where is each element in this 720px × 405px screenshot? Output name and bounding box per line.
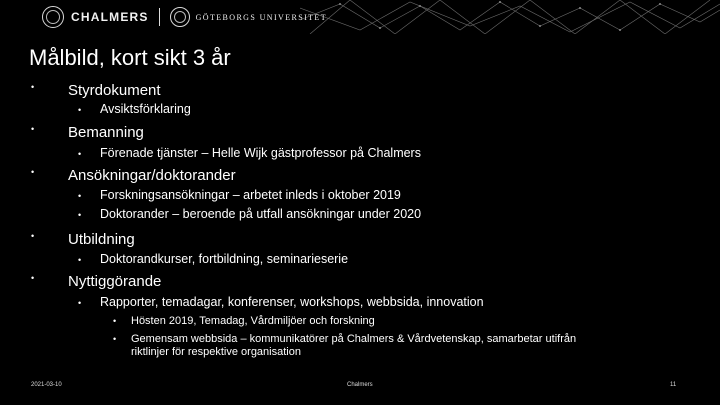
gu-logo: GÖTEBORGS UNIVERSITET [195, 12, 328, 22]
bullet-icon: • [31, 273, 35, 283]
header-pattern [300, 0, 720, 34]
bullet-icon: • [31, 82, 35, 92]
sub-sub-bullet [113, 333, 577, 345]
sub-item: Rapporter, temadagar, konferenser, workshops, webbsida, innovation [100, 295, 484, 309]
sub-item: Avsiktsförklaring [100, 102, 191, 116]
sub-item: Förenade tjänster – Helle Wijk gästprofessor på Chalmers [100, 146, 421, 160]
footer-date: 2021-03-10 [31, 382, 62, 388]
section-label: Utbildning [68, 231, 135, 248]
bullet-icon: • [78, 191, 82, 201]
sub-bullet [78, 252, 349, 266]
section-label: Bemanning [68, 124, 144, 141]
bullet-icon: • [31, 231, 35, 241]
sub-sub-item: Hösten 2019, Temadag, Vårdmiljöer och forskning [131, 315, 375, 327]
bullet-icon: • [78, 255, 82, 265]
bullet-icon: • [78, 149, 82, 159]
header-bar [0, 0, 720, 34]
sub-bullet [78, 102, 191, 116]
chalmers-logo: CHALMERS [71, 10, 149, 24]
bullet-icon: • [31, 124, 35, 134]
gu-seal-icon [170, 7, 190, 27]
sub-item: Doktorandkurser, fortbildning, seminarieserie [100, 252, 349, 266]
sub-bullet [78, 146, 421, 160]
bullet-icon: • [78, 298, 82, 308]
section-label: Styrdokument [68, 82, 161, 99]
slide-title: Målbild, kort sikt 3 år [29, 45, 231, 70]
bullet-icon: • [78, 210, 82, 220]
sub-sub-item-continued: riktlinjer för respektive organisation [131, 346, 301, 358]
sub-sub-item: Gemensam webbsida – kommunikatörer på Chalmers & Vårdvetenskap, samarbetar utifrån [131, 333, 577, 345]
sub-bullet [78, 295, 484, 309]
sub-item: Doktorander – beroende på utfall ansökningar under 2020 [100, 207, 422, 221]
sub-item: Forskningsansökningar – arbetet inleds i oktober 2019 [100, 188, 401, 202]
bullet-icon: • [31, 167, 35, 177]
sub-sub-bullet [113, 315, 375, 327]
logos [42, 5, 327, 29]
footer-center: Chalmers [347, 382, 373, 388]
bullet-icon: • [78, 105, 82, 115]
section-label: Nyttiggörande [68, 273, 162, 290]
bullet-icon: • [113, 334, 117, 344]
logo-divider [159, 8, 160, 26]
bullet-icon: • [113, 316, 117, 326]
sub-bullet [78, 188, 401, 202]
footer-page-number: 11 [670, 382, 677, 388]
chalmers-seal-icon [42, 6, 64, 28]
section-label: Ansökningar/doktorander [68, 167, 236, 184]
sub-bullet [78, 207, 422, 221]
